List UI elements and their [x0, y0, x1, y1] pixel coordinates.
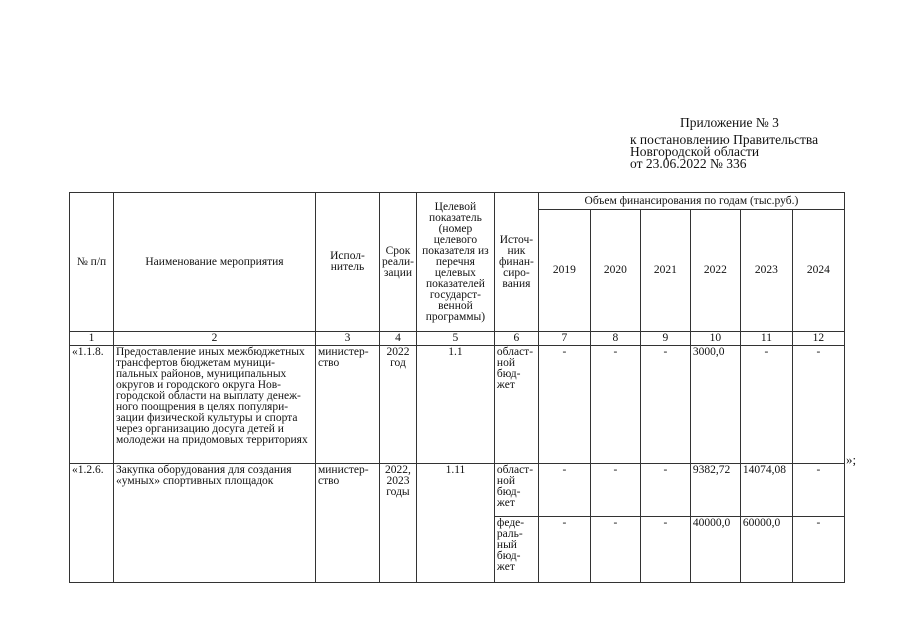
- index-cell: 6: [494, 332, 538, 346]
- index-cell: 4: [380, 332, 417, 346]
- row-value: -: [740, 346, 792, 464]
- col-header-funding-group: Объем финансирования по годам (тыс.руб.): [538, 193, 844, 210]
- index-cell: 12: [792, 332, 844, 346]
- index-cell: 2: [114, 332, 316, 346]
- index-cell: 3: [316, 332, 380, 346]
- row-value: 3000,0: [690, 346, 740, 464]
- row-executor: министер-ство: [316, 464, 380, 583]
- index-cell: 11: [740, 332, 792, 346]
- row-value: -: [640, 346, 690, 464]
- col-header-year: 2019: [538, 210, 590, 332]
- col-header-year: 2023: [740, 210, 792, 332]
- row-value: 14074,08: [740, 464, 792, 517]
- row-value: -: [640, 517, 690, 583]
- col-header-num: № п/п: [70, 193, 114, 332]
- index-cell: 10: [690, 332, 740, 346]
- row-value: -: [792, 346, 844, 464]
- col-header-name: Наименование мероприятия: [114, 193, 316, 332]
- row-value: -: [538, 517, 590, 583]
- row-term: 2022, 2023 годы: [380, 464, 417, 583]
- index-cell: 8: [590, 332, 640, 346]
- appendix-line-2: Новгородской области: [630, 144, 760, 159]
- appendix-line-3: от 23.06.2022 № 336: [630, 156, 747, 171]
- row-name: Закупка оборудования для создания «умных» спортивных площадок: [114, 464, 316, 583]
- index-cell: 5: [416, 332, 494, 346]
- row-value: -: [792, 464, 844, 517]
- closing-mark: »;: [846, 452, 857, 467]
- row-number: «1.2.6.: [70, 464, 114, 583]
- row-source: област-ной бюд-жет: [494, 464, 538, 517]
- row-value: -: [792, 517, 844, 583]
- index-cell: 9: [640, 332, 690, 346]
- col-header-year: 2022: [690, 210, 740, 332]
- row-source: област-ной бюд-жет: [494, 346, 538, 464]
- row-number: «1.1.8.: [70, 346, 114, 464]
- appendix-block: [630, 117, 818, 170]
- table-row: [70, 346, 845, 464]
- row-source: феде-раль-ный бюд-жет: [494, 517, 538, 583]
- col-header-year: 2024: [792, 210, 844, 332]
- row-value: 60000,0: [740, 517, 792, 583]
- index-row: [70, 332, 845, 346]
- col-header-year: 2020: [590, 210, 640, 332]
- row-value: -: [590, 464, 640, 517]
- appendix-number: Приложение № 3: [680, 115, 779, 130]
- row-value: 40000,0: [690, 517, 740, 583]
- row-name: Предоставление иных межбюджетных трансфертов бюджетам муници-пальных районов, муниципальных округов и городского округа Нов-городской области на выплату денеж-ного поощрения в целях популяри-зации физической культуры и спорта через организацию досуга детей и молодежи на придомовых территориях: [114, 346, 316, 464]
- col-header-target: Целевой показатель (номер целевого показателя из перечня целевых показателей государст-венной программы): [416, 193, 494, 332]
- row-value: -: [590, 517, 640, 583]
- row-executor: министер-ство: [316, 346, 380, 464]
- row-value: 9382,72: [690, 464, 740, 517]
- row-term: 2022 год: [380, 346, 417, 464]
- row-target: 1.11: [416, 464, 494, 583]
- col-header-year: 2021: [640, 210, 690, 332]
- appendix-line-1: к постановлению Правительства: [630, 132, 819, 147]
- row-value: -: [538, 346, 590, 464]
- col-header-source: Источ-ник финан-сиро-вания: [494, 193, 538, 332]
- row-value: -: [590, 346, 640, 464]
- table-row: [70, 464, 845, 517]
- index-cell: 7: [538, 332, 590, 346]
- index-cell: 1: [70, 332, 114, 346]
- col-header-term: Срок реали-зации: [380, 193, 417, 332]
- funding-table: [69, 192, 845, 583]
- row-value: -: [538, 464, 590, 517]
- col-header-executor: Испол-нитель: [316, 193, 380, 332]
- row-value: -: [640, 464, 690, 517]
- row-target: 1.1: [416, 346, 494, 464]
